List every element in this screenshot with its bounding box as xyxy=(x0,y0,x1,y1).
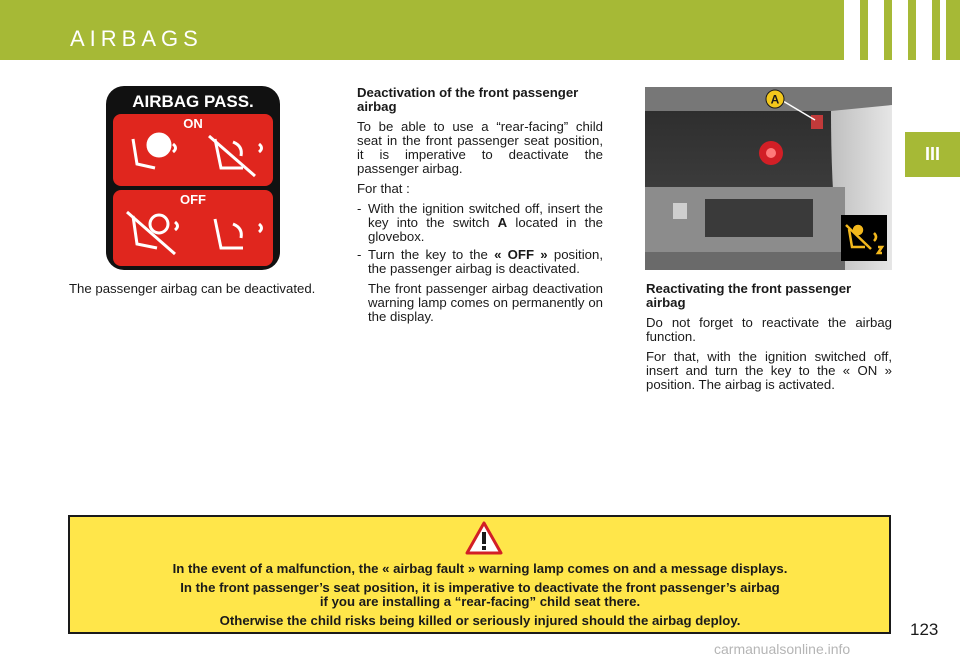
header-stripes xyxy=(844,0,946,60)
reactivation-heading: Reactivating the front passenger airbag xyxy=(646,281,852,310)
watermark: carmanualsonline.info xyxy=(714,641,851,657)
intro-text: The passenger airbag can be deactivated. xyxy=(69,281,316,296)
chapter-tab[interactable]: III xyxy=(905,132,960,177)
warning-line-1: In the event of a malfunction, the « airbag fault » warning lamp comes on and a message displays. xyxy=(172,561,788,576)
list-item: - With the ignition switched off, insert the key into the switch A located in the glovebox. xyxy=(357,201,603,244)
header-stripe xyxy=(844,0,860,60)
header-bar xyxy=(0,0,960,60)
step2-text: Turn the key to the xyxy=(368,247,495,262)
off-label: OFF xyxy=(180,192,206,207)
header-stripe xyxy=(916,0,932,60)
glovebox-photo xyxy=(645,87,892,270)
step1-text-end: located in the glovebox. xyxy=(368,215,603,244)
header-stripe xyxy=(868,0,884,60)
switch-key-label: A xyxy=(497,215,508,230)
header-stripe xyxy=(892,0,908,60)
on-label: ON xyxy=(183,116,203,131)
glovebox-latch xyxy=(673,203,687,219)
warning-text xyxy=(80,562,880,633)
reactivation-reminder: Do not forget to reactivate the airbag function. xyxy=(646,315,892,344)
glovebox-base xyxy=(645,252,845,270)
page-number: 123 xyxy=(910,620,939,639)
deactivation-column xyxy=(357,86,603,330)
step1-text: With the ignition switched off, insert the key into the switch xyxy=(368,201,603,230)
reactivation-instructions: For that, with the ignition switched off, insert and turn the key to the « ON » position. The airbag is activated. xyxy=(646,349,892,392)
off-position-label: « OFF » xyxy=(494,247,548,262)
deactivation-intro: To be able to use a “rear-facing” child seat in the front passenger seat position, it is imperative to deactivate the passenger airbag. xyxy=(357,119,603,176)
reactivation-column xyxy=(646,282,892,398)
step2-note: The front passenger airbag deactivation warning lamp comes on permanently on the display. xyxy=(368,281,603,324)
label-title: AIRBAG PASS. xyxy=(132,92,254,111)
warning-triangle-icon xyxy=(465,521,503,555)
marker-a-label: A xyxy=(770,92,780,107)
step2-text-end: position, the passenger airbag is deactivated. xyxy=(368,247,603,276)
for-that-text: For that : xyxy=(357,181,410,196)
airbag-switch xyxy=(811,115,823,129)
warning-line-3: Otherwise the child risks being killed or seriously injured should the airbag deploy. xyxy=(219,613,741,628)
glovebox-slot xyxy=(705,199,813,237)
list-item: - Turn the key to the « OFF » position, the passenger airbag is deactivated. xyxy=(357,247,603,276)
warning-box xyxy=(68,515,891,634)
header-stripe xyxy=(940,0,946,60)
airbag-pass-label xyxy=(103,84,283,272)
deactivation-steps xyxy=(357,202,603,276)
warning-line-2: In the front passenger’s seat position, it is imperative to deactivate the front passenger’s airbag if you are installing a “rear-facing” child seat there. xyxy=(180,580,780,609)
red-lamp-glow xyxy=(766,148,776,158)
page-title: AIRBAGS xyxy=(70,26,203,51)
intro-column xyxy=(69,282,317,302)
deactivation-heading: Deactivation of the front passenger airbag xyxy=(357,85,579,114)
